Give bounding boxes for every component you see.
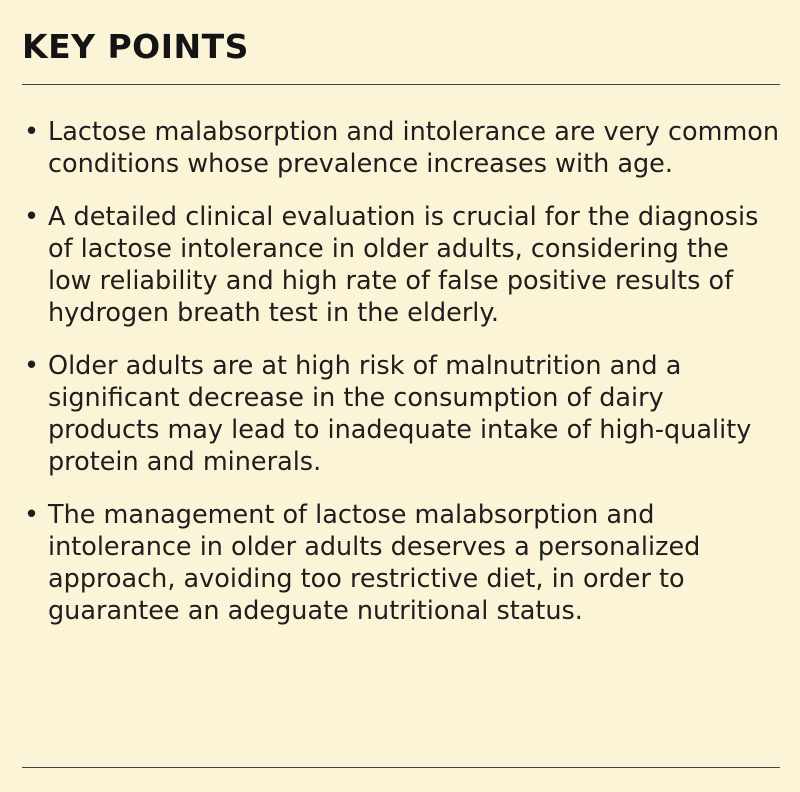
top-divider [22,84,780,85]
key-point-text: Lactose malabsorption and intolerance are very common conditions whose prevalence increases with age. [48,117,780,179]
key-point-item [22,350,780,478]
key-point-item [22,499,780,627]
bullet-icon: • [24,500,40,530]
bullet-icon: • [24,117,40,147]
bullet-icon: • [24,202,40,232]
key-point-item [22,116,780,180]
key-points-box [22,0,780,792]
bottom-divider [22,767,780,768]
key-point-item [22,201,780,329]
bullet-icon: • [24,351,40,381]
key-point-text: Older adults are at high risk of malnutrition and a significant decrease in the consumption of dairy products may lead to inadequate intake of high-quality protein and minerals. [48,351,752,477]
key-points-heading: KEY POINTS [22,27,249,66]
key-point-text: The management of lactose malabsorption and intolerance in older adults deserves a personalized approach, avoiding too restrictive diet, in order to guarantee an adeguate nutritional status. [48,500,701,626]
key-points-list [22,116,780,648]
key-point-text: A detailed clinical evaluation is crucial for the diagnosis of lactose intolerance in older adults, considering the low reliability and high rate of false positive results of hydrogen breath test in the elderly. [48,202,759,328]
